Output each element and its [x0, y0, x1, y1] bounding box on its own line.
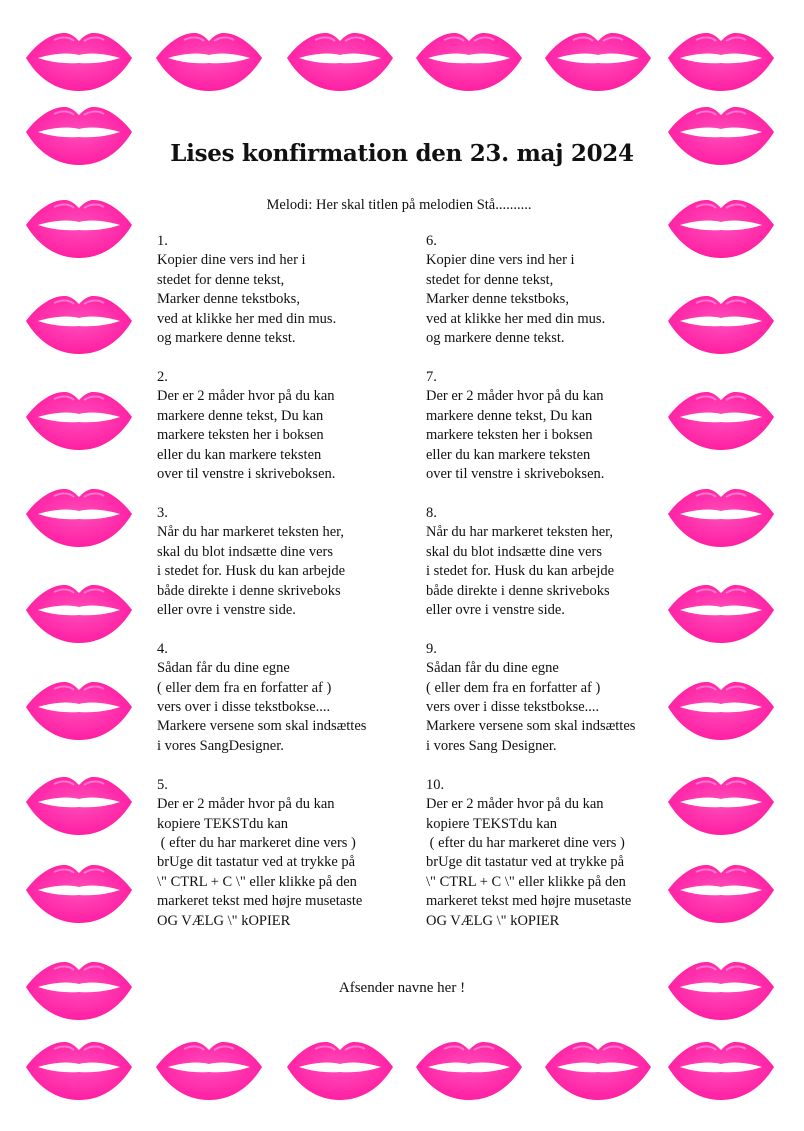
verses-right-column: [426, 232, 676, 951]
verse-number: 9.: [426, 640, 437, 657]
verse-line: i vores Sang Designer.: [426, 737, 557, 754]
verse-line: Sådan får du dine egne: [157, 660, 290, 677]
verse: [157, 776, 407, 931]
verse-line: kopiere TEKSTdu kan: [157, 815, 289, 832]
page-title: Lises konfirmation den 23. maj 2024: [170, 140, 634, 167]
lips-icon: [666, 387, 776, 453]
verse-number: 4.: [157, 640, 168, 657]
verse-line: markere denne tekst, Du kan: [426, 407, 593, 424]
lips-icon: [414, 1037, 524, 1103]
verse-number: 7.: [426, 368, 437, 385]
verse-line: \" CTRL + C \" eller klikke på den: [157, 873, 357, 890]
verse-line: vers over i disse tekstbokse....: [157, 699, 331, 716]
verse-line: over til venstre i skriveboksen.: [426, 465, 605, 482]
verse-line: i stedet for. Husk du kan arbejde: [426, 563, 615, 580]
verse-line: eller du kan markere teksten: [426, 446, 591, 463]
verse-line: ( eller dem fra en forfatter af ): [157, 679, 332, 696]
verse-line: Kopier dine vers ind her i: [157, 252, 306, 269]
verse-line: ved at klikke her med din mus.: [426, 310, 606, 327]
lips-icon: [24, 1037, 134, 1103]
verse: [426, 368, 676, 484]
lips-icon: [24, 291, 134, 357]
verse-line: både direkte i denne skriveboks: [157, 582, 341, 599]
lips-icon: [24, 484, 134, 550]
lips-icon: [543, 1037, 653, 1103]
lips-icon: [414, 28, 524, 94]
lips-icon: [24, 28, 134, 94]
lips-icon: [24, 772, 134, 838]
verse-number: 8.: [426, 504, 437, 521]
verse-line: vers over i disse tekstbokse....: [426, 699, 600, 716]
lips-icon: [666, 291, 776, 357]
verse-line: ( efter du har markeret dine vers ): [157, 834, 356, 851]
lips-icon: [154, 28, 264, 94]
verse-line: stedet for denne tekst,: [157, 271, 285, 288]
verse-line: Der er 2 måder hvor på du kan: [426, 796, 604, 813]
verse-line: ( eller dem fra en forfatter af ): [426, 679, 601, 696]
verse: [157, 232, 407, 348]
lips-icon: [666, 677, 776, 743]
verse-line: Marker denne tekstboks,: [157, 291, 300, 308]
verse-line: både direkte i denne skriveboks: [426, 582, 610, 599]
verse-line: Markere versene som skal indsættes: [157, 718, 367, 735]
melody-line: Melodi: Her skal titlen på melodien Stå..........: [266, 197, 532, 213]
verses-left-column: [157, 232, 407, 951]
verse-number: 1.: [157, 233, 168, 249]
lips-icon: [24, 387, 134, 453]
verse-line: skal du blot indsætte dine vers: [157, 543, 333, 560]
verse-line: markere teksten her i boksen: [157, 427, 324, 444]
verse-number: 2.: [157, 368, 168, 385]
verse: [426, 640, 676, 756]
verse-line: og markere denne tekst.: [426, 330, 565, 347]
lips-icon: [666, 580, 776, 646]
lips-icon: [24, 677, 134, 743]
lips-icon: [285, 28, 395, 94]
lips-icon: [666, 1037, 776, 1103]
lips-icon: [666, 860, 776, 926]
verse-line: \" CTRL + C \" eller klikke på den: [426, 873, 626, 890]
verse-line: over til venstre i skriveboksen.: [157, 465, 336, 482]
verse-line: OG VÆLG \" kOPIER: [157, 912, 291, 929]
verse-number: 10.: [426, 776, 445, 793]
verse-line: i stedet for. Husk du kan arbejde: [157, 563, 346, 580]
sender-line: Afsender navne her !: [338, 980, 466, 996]
verse-number: 6.: [426, 233, 437, 249]
lips-icon: [543, 28, 653, 94]
lips-icon: [154, 1037, 264, 1103]
lips-icon: [666, 484, 776, 550]
verse-line: skal du blot indsætte dine vers: [426, 543, 602, 560]
verse-line: Sådan får du dine egne: [426, 660, 559, 677]
verse-line: markere denne tekst, Du kan: [157, 407, 324, 424]
verse-number: 3.: [157, 504, 168, 521]
lips-icon: [24, 860, 134, 926]
verse-number: 5.: [157, 776, 168, 793]
verse: [157, 640, 407, 756]
verse-line: Når du har markeret teksten her,: [426, 524, 614, 541]
verse: [426, 232, 676, 348]
verse-line: Marker denne tekstboks,: [426, 291, 569, 308]
lips-icon: [666, 772, 776, 838]
verse-line: og markere denne tekst.: [157, 330, 296, 347]
verse-line: Kopier dine vers ind her i: [426, 252, 575, 269]
verse-line: markeret tekst med højre musetaste: [426, 893, 632, 910]
verse-line: markere teksten her i boksen: [426, 427, 593, 444]
lips-icon: [666, 28, 776, 94]
verse-line: Når du har markeret teksten her,: [157, 524, 345, 541]
verse: [157, 504, 407, 620]
lips-icon: [24, 580, 134, 646]
verse-line: stedet for denne tekst,: [426, 271, 554, 288]
lips-icon: [285, 1037, 395, 1103]
verse-line: Markere versene som skal indsættes: [426, 718, 636, 735]
verse-line: Der er 2 måder hvor på du kan: [157, 796, 335, 813]
verse-line: kopiere TEKSTdu kan: [426, 815, 558, 832]
verse-line: OG VÆLG \" kOPIER: [426, 912, 560, 929]
verse-line: ( efter du har markeret dine vers ): [426, 834, 625, 851]
verse-line: eller ovre i venstre side.: [426, 601, 565, 618]
verse-line: markeret tekst med højre musetaste: [157, 893, 363, 910]
verse-line: eller du kan markere teksten: [157, 446, 322, 463]
verse: [157, 368, 407, 484]
verse-line: brUge dit tastatur ved at trykke på: [426, 854, 625, 871]
verse-line: Der er 2 måder hvor på du kan: [426, 388, 604, 405]
verse: [426, 504, 676, 620]
verse-line: ved at klikke her med din mus.: [157, 310, 337, 327]
verse-line: Der er 2 måder hvor på du kan: [157, 388, 335, 405]
verse-line: eller ovre i venstre side.: [157, 601, 296, 618]
verse-line: i vores SangDesigner.: [157, 737, 284, 754]
verse-line: brUge dit tastatur ved at trykke på: [157, 854, 356, 871]
verse: [426, 776, 676, 931]
